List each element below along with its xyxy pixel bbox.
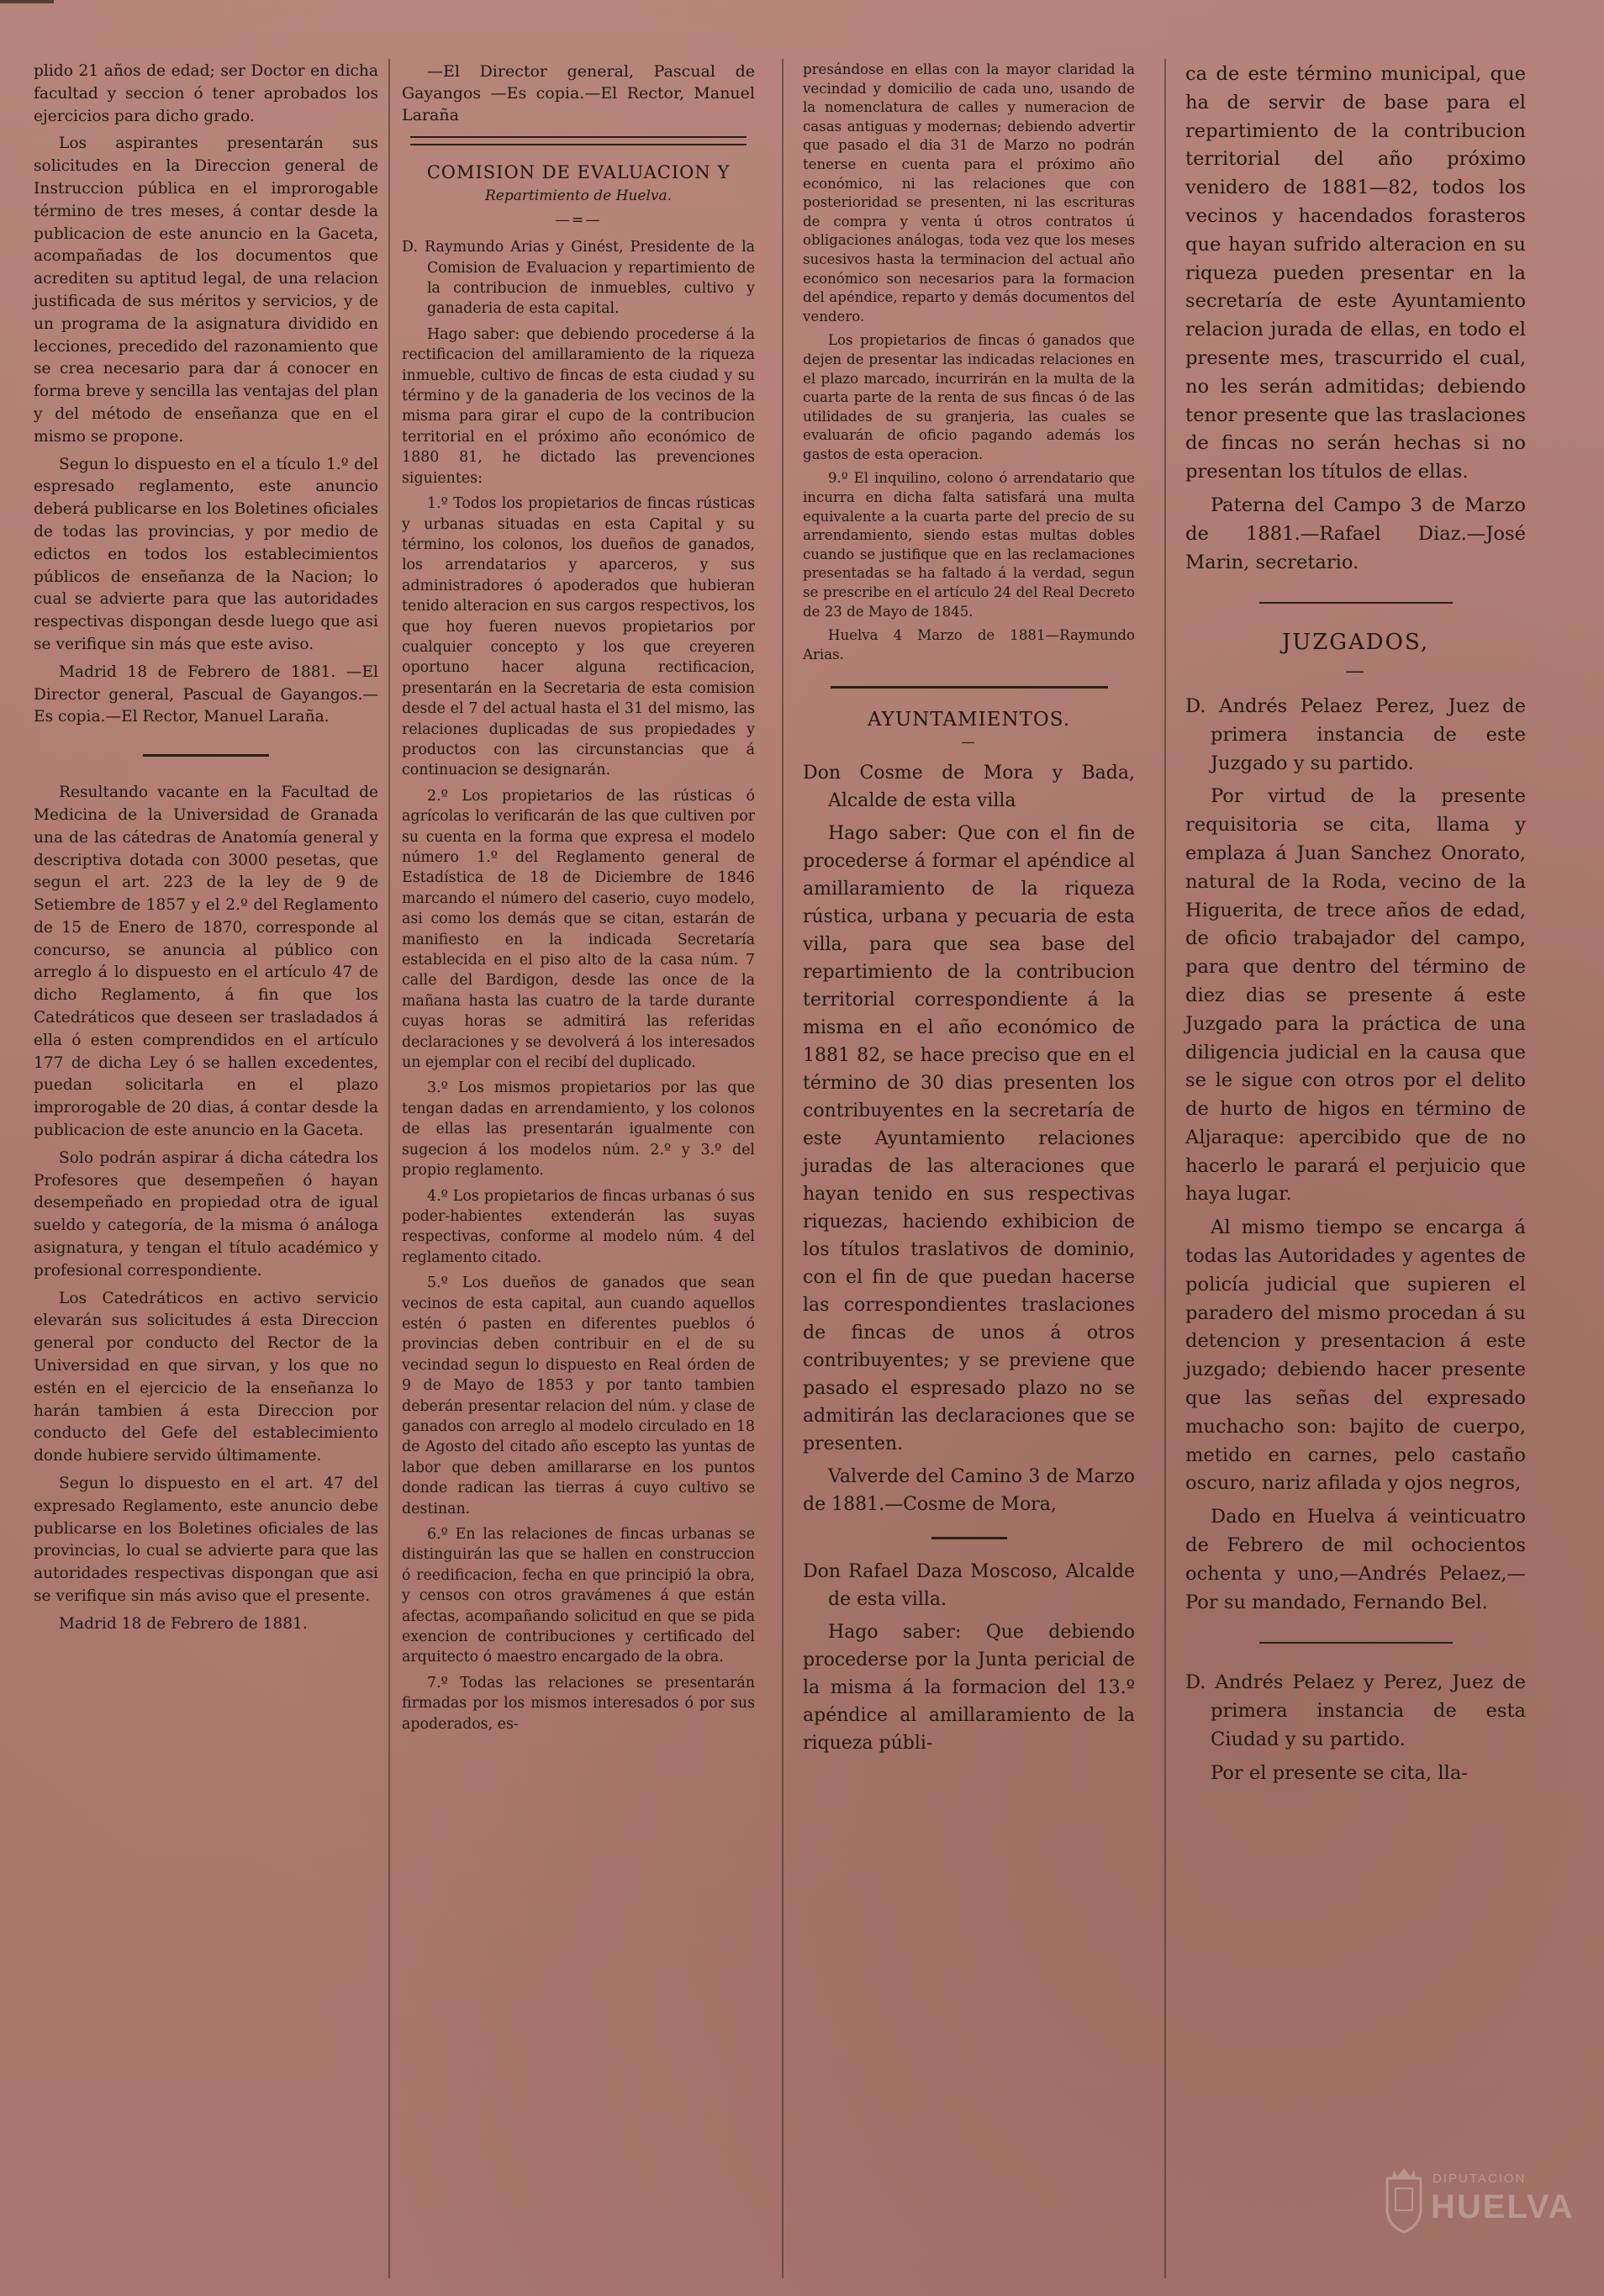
paragraph: 9.º El inquilino, colono ó arrendatario que incurra en dicha falta satisfará una multa equivalente a la cuarta parte del precio de su arrendamiento, siendo estas multas dobles cuando se justifique que en las reclamaciones presentadas se ha faltado á la verdad, segun se prescribe en el artículo 24 del Real Decreto de 23 de Mayo de 1845.	[803, 470, 1135, 620]
paragraph: Los propietarios de fincas ó ganados que dejen de presentar las indicadas relaciones en el plazo marcado, incurrirán en la multa de la cuarta parte de la renta de sus fincas ó de las utilidades de su granjeria, las cuales se evaluarán de oficio pagando además los gastos de esta operacion.	[803, 332, 1135, 462]
paragraph: Madrid 18 de Febrero de 1881. —El Director general, Pascual de Gayangos.—Es copia.—El Rector, Manuel Laraña.	[34, 662, 378, 726]
paragraph: Por el presente se cita, lla-	[1211, 1761, 1468, 1784]
title-ornament: —=—	[555, 211, 602, 229]
paragraph: Don Cosme de Mora y Bada, Alcalde de esta villa	[803, 762, 1135, 811]
section-title: COMISION DE EVALUACION Y	[426, 162, 731, 182]
separator-rule	[143, 754, 269, 757]
paragraph: —El Director general, Pascual de Gayangos —Es copia.—El Rector, Manuel Laraña	[402, 62, 755, 124]
paragraph: Hago saber: que debiendo procederse á la rectificacion del amillaramiento de la riqueza inmueble, cultivo de fincas de esta ciudad y su término y de la ganaderia de los vecinos de la misma para girar el cupo de la contribucion territorial en el próximo año económico de 1880 81, he dictado las prevenciones siguientes:	[402, 325, 755, 487]
paragraph: D. Raymundo Arias y Ginést, Presidente de la Comision de Evaluacion y repartimiento de la contribucion de inmuebles, cultivo y ganaderia de esta capital.	[402, 239, 755, 318]
section-title: AYUNTAMIENTOS.	[867, 709, 1071, 731]
paragraph: 3.º Los mismos propietarios por las que tengan dadas en arrendamiento, y los colonos de ellas las presentarán igualmente con sugecion á los modelos núm. 2.º y 3.º del propio reglamento.	[402, 1079, 755, 1180]
paragraph: Por virtud de la presente requisitoria se cita, llama y emplaza á Juan Sanchez Onorato, natural de la Roda, vecino de la Higuerita, de trece años de edad, de oficio trabajador del campo, para que dentro del término de diez dias se presente á este Juzgado para la práctica de una diligencia judicial en la causa que se le sigue con otros por el delito de hurto de higos en término de Aljaraque: apercibido que de no hacerlo le parará el perjuicio que haya lugar.	[1185, 785, 1526, 1206]
paragraph: 5.º Los dueños de ganados que sean vecinos de esta capital, aun cuando aquellos estén ó pasten en diferentes pueblos ó provincias deben contribuir en el de su vecindad segun lo dispuesto en Real órden de 9 de Mayo de 1853 y por tanto tambien deberán presentar relacion del núm. y clase de ganados con arreglo al modelo circulado en 18 de Agosto del citado año escepto las yuntas de labor que deben amillararse en los puntos donde radican las tierras á cuyo cultivo se destinan.	[402, 1275, 755, 1517]
section-title: JUZGADOS,	[1281, 630, 1430, 656]
paragraph: Solo podrán aspirar á dicha cátedra los Profesores que desempeñen ó hayan desempeñado en propiedad otra de igual sueldo y categoría, de la misma ó análoga asignatura, y tengan el título académico y profesional correspondiente.	[34, 1148, 378, 1280]
column-divider	[782, 59, 784, 2278]
paragraph: Don Rafael Daza Moscoso, Alcalde de esta villa.	[803, 1560, 1135, 1610]
column-4	[1185, 61, 1526, 1793]
paragraph: plido 21 años de edad; ser Doctor en dicha facultad y seccion ó tener aprobados los ejercicios para dicho grado.	[34, 62, 378, 125]
paragraph: Los aspirantes presentarán sus solicitudes en la Direccion general de Instruccion pública en el improrogable término de tres meses, á contar desde la publicacion de este anuncio en la Gaceta, acompañadas de los documentos que acrediten su aptitud legal, de una relacion justificada de sus méritos y servicios, y de un programa de la asignatura dividido en lecciones, precedido del razonamiento que se crea necesario para dar á conocer en forma breve y sencilla las ventajas del plan y del método de enseñanza que en el mismo se propone.	[34, 135, 378, 446]
paragraph: D. Andrés Pelaez Perez, Juez de primera instancia de este Juzgado y su partido.	[1185, 694, 1526, 774]
paragraph: ca de este término municipal, que ha de servir de base para el repartimiento de la contribucion territorial del año próximo venidero de 1881—82, todos los vecinos y hacendados forasteros que hayan sufrido alteracion en su riqueza pueden presentar en la secretaría de este Ayuntamiento relacion jurada de ellas, en todo el presente mes, trascurrido el cual, no les serán admitidas; debiendo tenor presente que las traslaciones de fincas no serán hechas si no presentan los títulos de ellas.	[1185, 63, 1526, 483]
paragraph: Paterna del Campo 3 de Marzo de 1881.—Rafael Diaz.—José Marin, secretario.	[1185, 494, 1526, 573]
paragraph: Resultando vacante en la Facultad de Medicina de la Universidad de Granada una de las cátedras de Anatomía general y descriptiva dotada con 3000 pesetas, que segun el art. 223 de la ley de 9 de Setiembre de 1857 y el 2.º del Reglamento de 15 de Enero de 1870, corresponde al concurso, se anuncia al público con arreglo á lo dispuesto en el artículo 47 de dicho Reglamento, á fin que los Catedráticos que deseen ser trasladados á ella ó esten comprendidos en el artículo 177 de dicha Ley ó se hallen excedentes, puedan solicitarla en el plazo improrogable de 20 dias, á contar desde la publicacion de este anuncio en la Gaceta.	[34, 784, 378, 1140]
paragraph: Dado en Huelva á veinticuatro de Febrero de mil ochocientos ochenta y uno,—Andrés Pelaez,—Por su mandado, Fernando Bel.	[1185, 1506, 1526, 1613]
separator-rule	[831, 686, 1108, 689]
page-corner-mark	[0, 0, 54, 3]
paragraph: Al mismo tiempo se encarga á todas las Autoridades y agentes de policía judicial que supieren el paradero del mismo procedan á su detencion y presentacion á este juzgado; debiendo hacer presente que las señas del expresado muchacho son: bajito de cuerpo, metido en carnes, pelo castaño oscuro, nariz afilada y ojos negros,	[1185, 1217, 1526, 1495]
paragraph: D. Andrés Pelaez y Perez, Juez de primera instancia de esta Ciudad y su partido.	[1185, 1671, 1526, 1751]
column-1	[34, 61, 378, 1641]
paragraph: Segun lo dispuesto en el a tículo 1.º del espresado reglamento, este anuncio deberá publicarse en los Boletines oficiales de todas las provincias, y por medio de edictos en todos los establecimientos públicos de enseñanza de la Nacion; lo cual se advierte para que las autoridades respectivas dispongan desde luego que asi se verifique sin más que este aviso.	[34, 455, 378, 653]
paragraph: 4.º Los propietarios de fincas urbanas ó sus poder-habientes extenderán las suyas respectivas, conforme al modelo núm. 4 del reglamento citado.	[402, 1187, 755, 1266]
paragraph: Segun lo dispuesto en el art. 47 del expresado Reglamento, este anuncio debe publicarse en los Boletines oficiales de las provincias, lo cual se advierte para que las autoridades respectivas dispongan que asi se verifique sin más aviso que el presente.	[34, 1475, 378, 1605]
watermark-line-1: DIPUTACION	[1433, 2172, 1527, 2186]
column-3	[803, 61, 1135, 1762]
watermark-line-2: HUELVA	[1431, 2188, 1575, 2225]
paragraph: Huelva 4 Marzo de 1881—Raymundo Arias.	[803, 627, 1135, 662]
column-2	[402, 61, 755, 1739]
section-subtitle: Repartimiento de Huelva.	[484, 187, 673, 205]
paragraph: Hago saber: Que debiendo procederse por la Junta pericial de la misma á la formacion del 13.º apéndice al amillaramiento de la riqueza públi-	[803, 1621, 1135, 1754]
paragraph: 2.º Los propietarios de las rústicas ó agrícolas lo verificarán de las que cultiven por su cuenta en la forma que expresa el modelo número 1.º del Reglamento general de Estadística de 18 de Diciembre de 1846 marcando el número del caserio, cuyo modelo, asi como los demás que se citan, estarán de manifiesto en la indicada Secretaría establecida en el piso alto de la casa núm. 7 calle del Bardigon, desde las once de la mañana hasta las cuatro de la tarde durante cuyas horas se admitirá las referidas declaraciones y se devolverá á los interesados un ejemplar con el recibí del duplicado.	[402, 787, 755, 1072]
paragraph: 7.º Todas las relaciones se presentarán firmadas por los mismos interesados ó por sus apoderados, es-	[402, 1674, 755, 1733]
section-rule	[410, 136, 747, 145]
separator-rule	[1259, 1642, 1453, 1644]
separator-rule	[931, 1537, 1007, 1539]
title-ornament: —	[1345, 660, 1366, 683]
paragraph: Los Catedráticos en activo servicio elevarán sus solicitudes á esta Direccion general por conducto del Rector de la Universidad en que sirvan, y los que no estén en el ejercicio de la enseñanza lo harán tambien á esta Direccion por conducto del Gefe del establecimiento donde hubiere servido últimamente.	[34, 1289, 378, 1465]
column-divider	[388, 59, 390, 2278]
paragraph: Madrid 18 de Febrero de 1881.	[59, 1614, 308, 1633]
paragraph: Valverde del Camino 3 de Marzo de 1881.—Cosme de Mora,	[803, 1465, 1135, 1515]
column-divider	[1164, 59, 1166, 2278]
paragraph: 6.º En las relaciones de fincas urbanas se distinguirán las que se hallen en construccion ó reedificacion, fecha en que principió la obra, y censos con otros gravámenes á que están afectas, acompañando solicitud en que se pida exencion de contribuciones y certificado del arquitecto ó maestro encargado de la obra.	[402, 1526, 755, 1666]
paragraph: 1.º Todos los propietarios de fincas rústicas y urbanas situadas en esta Capital y su término, los colonos, los dueños de ganados, los arrendatarios y aparceros, y sus administradores ó apoderados que hubieran tenido alteracion en sus cargos respectivos, los que hoy fueren nuevos propietarios por cualquier concepto y los que creyeren oportuno hacer alguna rectificacion, presentarán en la Secretaria de esta comision desde el 7 del actual hasta el 31 del mismo, las relaciones duplicadas de sus propiedades y productos con las circunstancias que á continuacion se designarán.	[402, 495, 755, 779]
title-ornament: —	[961, 734, 977, 750]
paragraph: Hago saber: Que con el fin de procederse á formar el apéndice al amillaramiento de la riqueza rústica, urbana y pecuaria de esta villa, para que sea base del repartimiento de la contribucion territorial correspondiente á la misma en el año económico de 1881 82, se hace preciso que en el término de 30 dias presenten los contribuyentes en la secretaría de este Ayuntamiento relaciones juradas de las alteraciones que hayan tenido en sus respectivas riquezas, haciendo exhibicion de los títulos traslativos de dominio, con el fin de que puedan hacerse las correspondientes traslaciones de fincas de unos á otros contribuyentes; y se previene que pasado el espresado plazo no se admitirán las declaraciones que se presenten.	[803, 822, 1135, 1454]
archive-watermark	[1382, 2163, 1575, 2241]
paragraph: presándose en ellas con la mayor claridad la vecindad y domicilio de cada uno, usando de la nomenclatura de calles y numeracion de casas antiguas y modernas; debiendo advertir que pasado el dia 31 de Marzo no podrán tenerse en cuenta para el próximo año económico, ni las relaciones que con posterioridad se presenten, ni las escrituras de compra y venta ú otros contratos ú obligaciones análogas, toda vez que los meses sucesivos hasta la terminacion del actual año económico son necesarios para la formacion del apéndice, reparto y demás documentos del vendero.	[803, 61, 1135, 325]
coat-of-arms-icon	[1382, 2167, 1426, 2234]
separator-rule	[1259, 602, 1453, 604]
